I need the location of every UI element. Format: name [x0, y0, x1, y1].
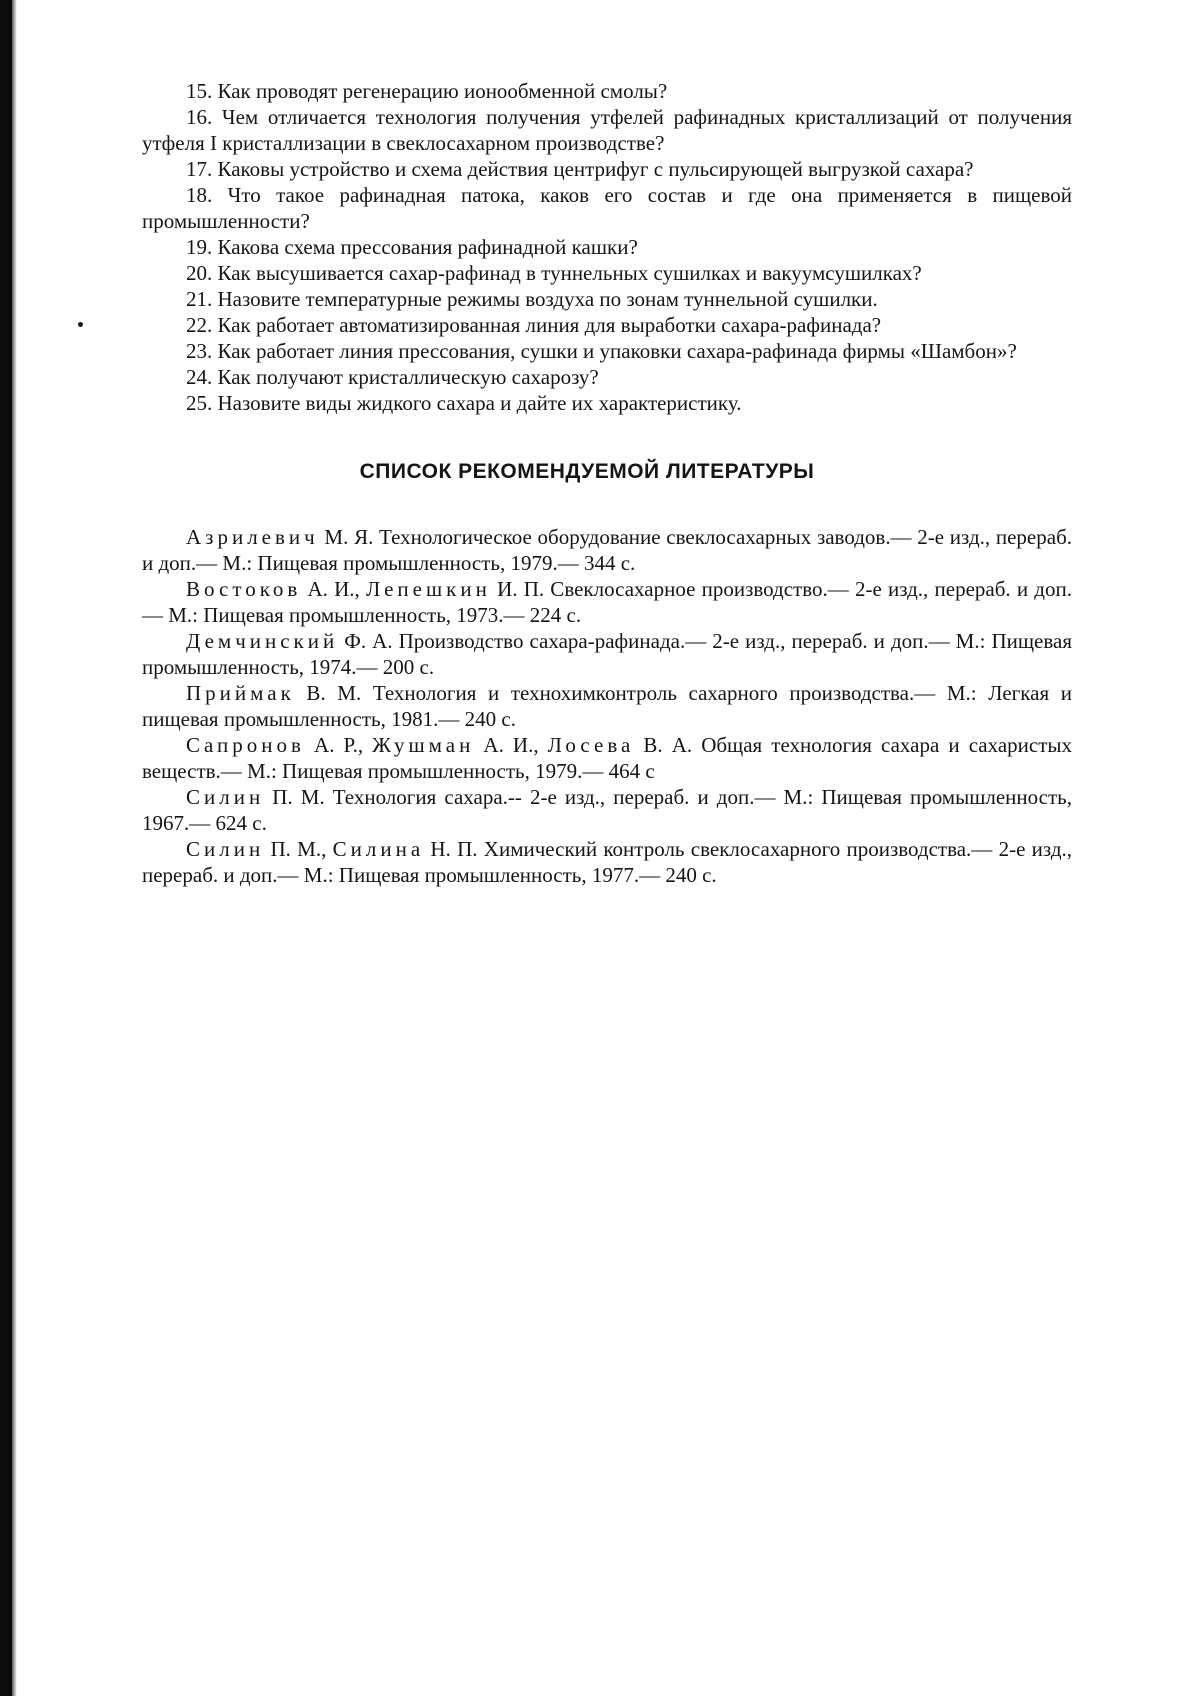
question-item: 20. Как высушивается сахар-рафинад в туннельных сушилках и вакуумсушилках?	[142, 260, 1072, 286]
reference-text: В. А. Общая технология сахара и сахаристых веществ.— М.: Пищевая промышленность, 1979.— 464 с	[142, 733, 1072, 783]
reference-entry	[142, 628, 1072, 680]
question-item: 19. Какова схема прессования рафинадной кашки?	[142, 234, 1072, 260]
reference-text: Ф. А. Производство сахара-рафинада.— 2-е изд., перераб. и доп.— М.: Пищевая промышленность, 1974.— 200 с.	[142, 629, 1072, 679]
reference-author: Лосева	[548, 733, 635, 757]
reference-text: П. М.,	[264, 837, 332, 861]
reference-text: П. М. Технология сахара.-- 2-е изд., перераб. и доп.— М.: Пищевая промышленность, 1967.— 624 с.	[142, 785, 1072, 835]
question-item: 23. Как работает линия прессования, сушки и упаковки сахара-рафинада фирмы «Шамбон»?	[142, 338, 1072, 364]
reference-entry	[142, 836, 1072, 888]
question-item: 18. Что такое рафинадная патока, каков его состав и где она применяется в пищевой промышленности?	[142, 182, 1072, 234]
reference-entry	[142, 680, 1072, 732]
reference-text: Н. П. Химический контроль свеклосахарного производства.— 2-е изд., перераб. и доп.— М.: Пищевая промышленность, 1977.— 240 с.	[142, 837, 1072, 887]
reference-text: А. И.,	[474, 733, 547, 757]
reference-list	[142, 524, 1072, 888]
reference-author: Азрилевич	[186, 525, 319, 549]
document-page	[142, 78, 1072, 888]
reference-text: А. И.,	[301, 577, 366, 601]
question-item: 17. Каковы устройство и схема действия центрифуг с пульсирующей выгрузкой сахара?	[142, 156, 1072, 182]
question-item: 16. Чем отличается технология получения утфелей рафинадных кристаллизаций от получения утфеля I кристаллизации в свеклосахарном производстве?	[142, 104, 1072, 156]
scan-edge-shadow	[12, 0, 17, 1696]
reference-author: Силин	[186, 837, 264, 861]
reference-author: Силина	[333, 837, 425, 861]
reference-entry	[142, 732, 1072, 784]
reference-author: Силин	[186, 785, 264, 809]
question-item: 22. Как работает автоматизированная линия для выработки сахара-рафинада?	[142, 312, 1072, 338]
margin-dot	[78, 322, 83, 327]
reference-author: Приймак	[186, 681, 295, 705]
references-heading: СПИСОК РЕКОМЕНДУЕМОЙ ЛИТЕРАТУРЫ	[142, 460, 1072, 484]
reference-text: В. М. Технология и технохимконтроль сахарного производства.— М.: Легкая и пищевая промышленность, 1981.— 240 с.	[142, 681, 1072, 731]
reference-author: Сапронов	[186, 733, 305, 757]
reference-text: И. П. Свеклосахарное производство.— 2-е изд., перераб. и доп.— М.: Пищевая промышленность, 1973.— 224 с.	[142, 577, 1072, 627]
reference-entry	[142, 784, 1072, 836]
question-item: 24. Как получают кристаллическую сахарозу?	[142, 364, 1072, 390]
reference-author: Жушман	[372, 733, 474, 757]
scan-binding-edge	[0, 0, 12, 1696]
reference-author: Лепешкин	[366, 577, 491, 601]
question-list	[142, 78, 1072, 416]
reference-entry	[142, 576, 1072, 628]
reference-text: А. Р.,	[305, 733, 372, 757]
reference-text: М. Я. Технологическое оборудование свеклосахарных заводов.— 2-е изд., перераб. и доп.— М.: Пищевая промышленность, 1979.— 344 с.	[142, 525, 1072, 575]
question-item: 15. Как проводят регенерацию ионообменной смолы?	[142, 78, 1072, 104]
reference-author: Востоков	[186, 577, 301, 601]
reference-entry	[142, 524, 1072, 576]
question-item: 25. Назовите виды жидкого сахара и дайте их характеристику.	[142, 390, 1072, 416]
question-item: 21. Назовите температурные режимы воздуха по зонам туннельной сушилки.	[142, 286, 1072, 312]
reference-author: Демчинский	[186, 629, 338, 653]
